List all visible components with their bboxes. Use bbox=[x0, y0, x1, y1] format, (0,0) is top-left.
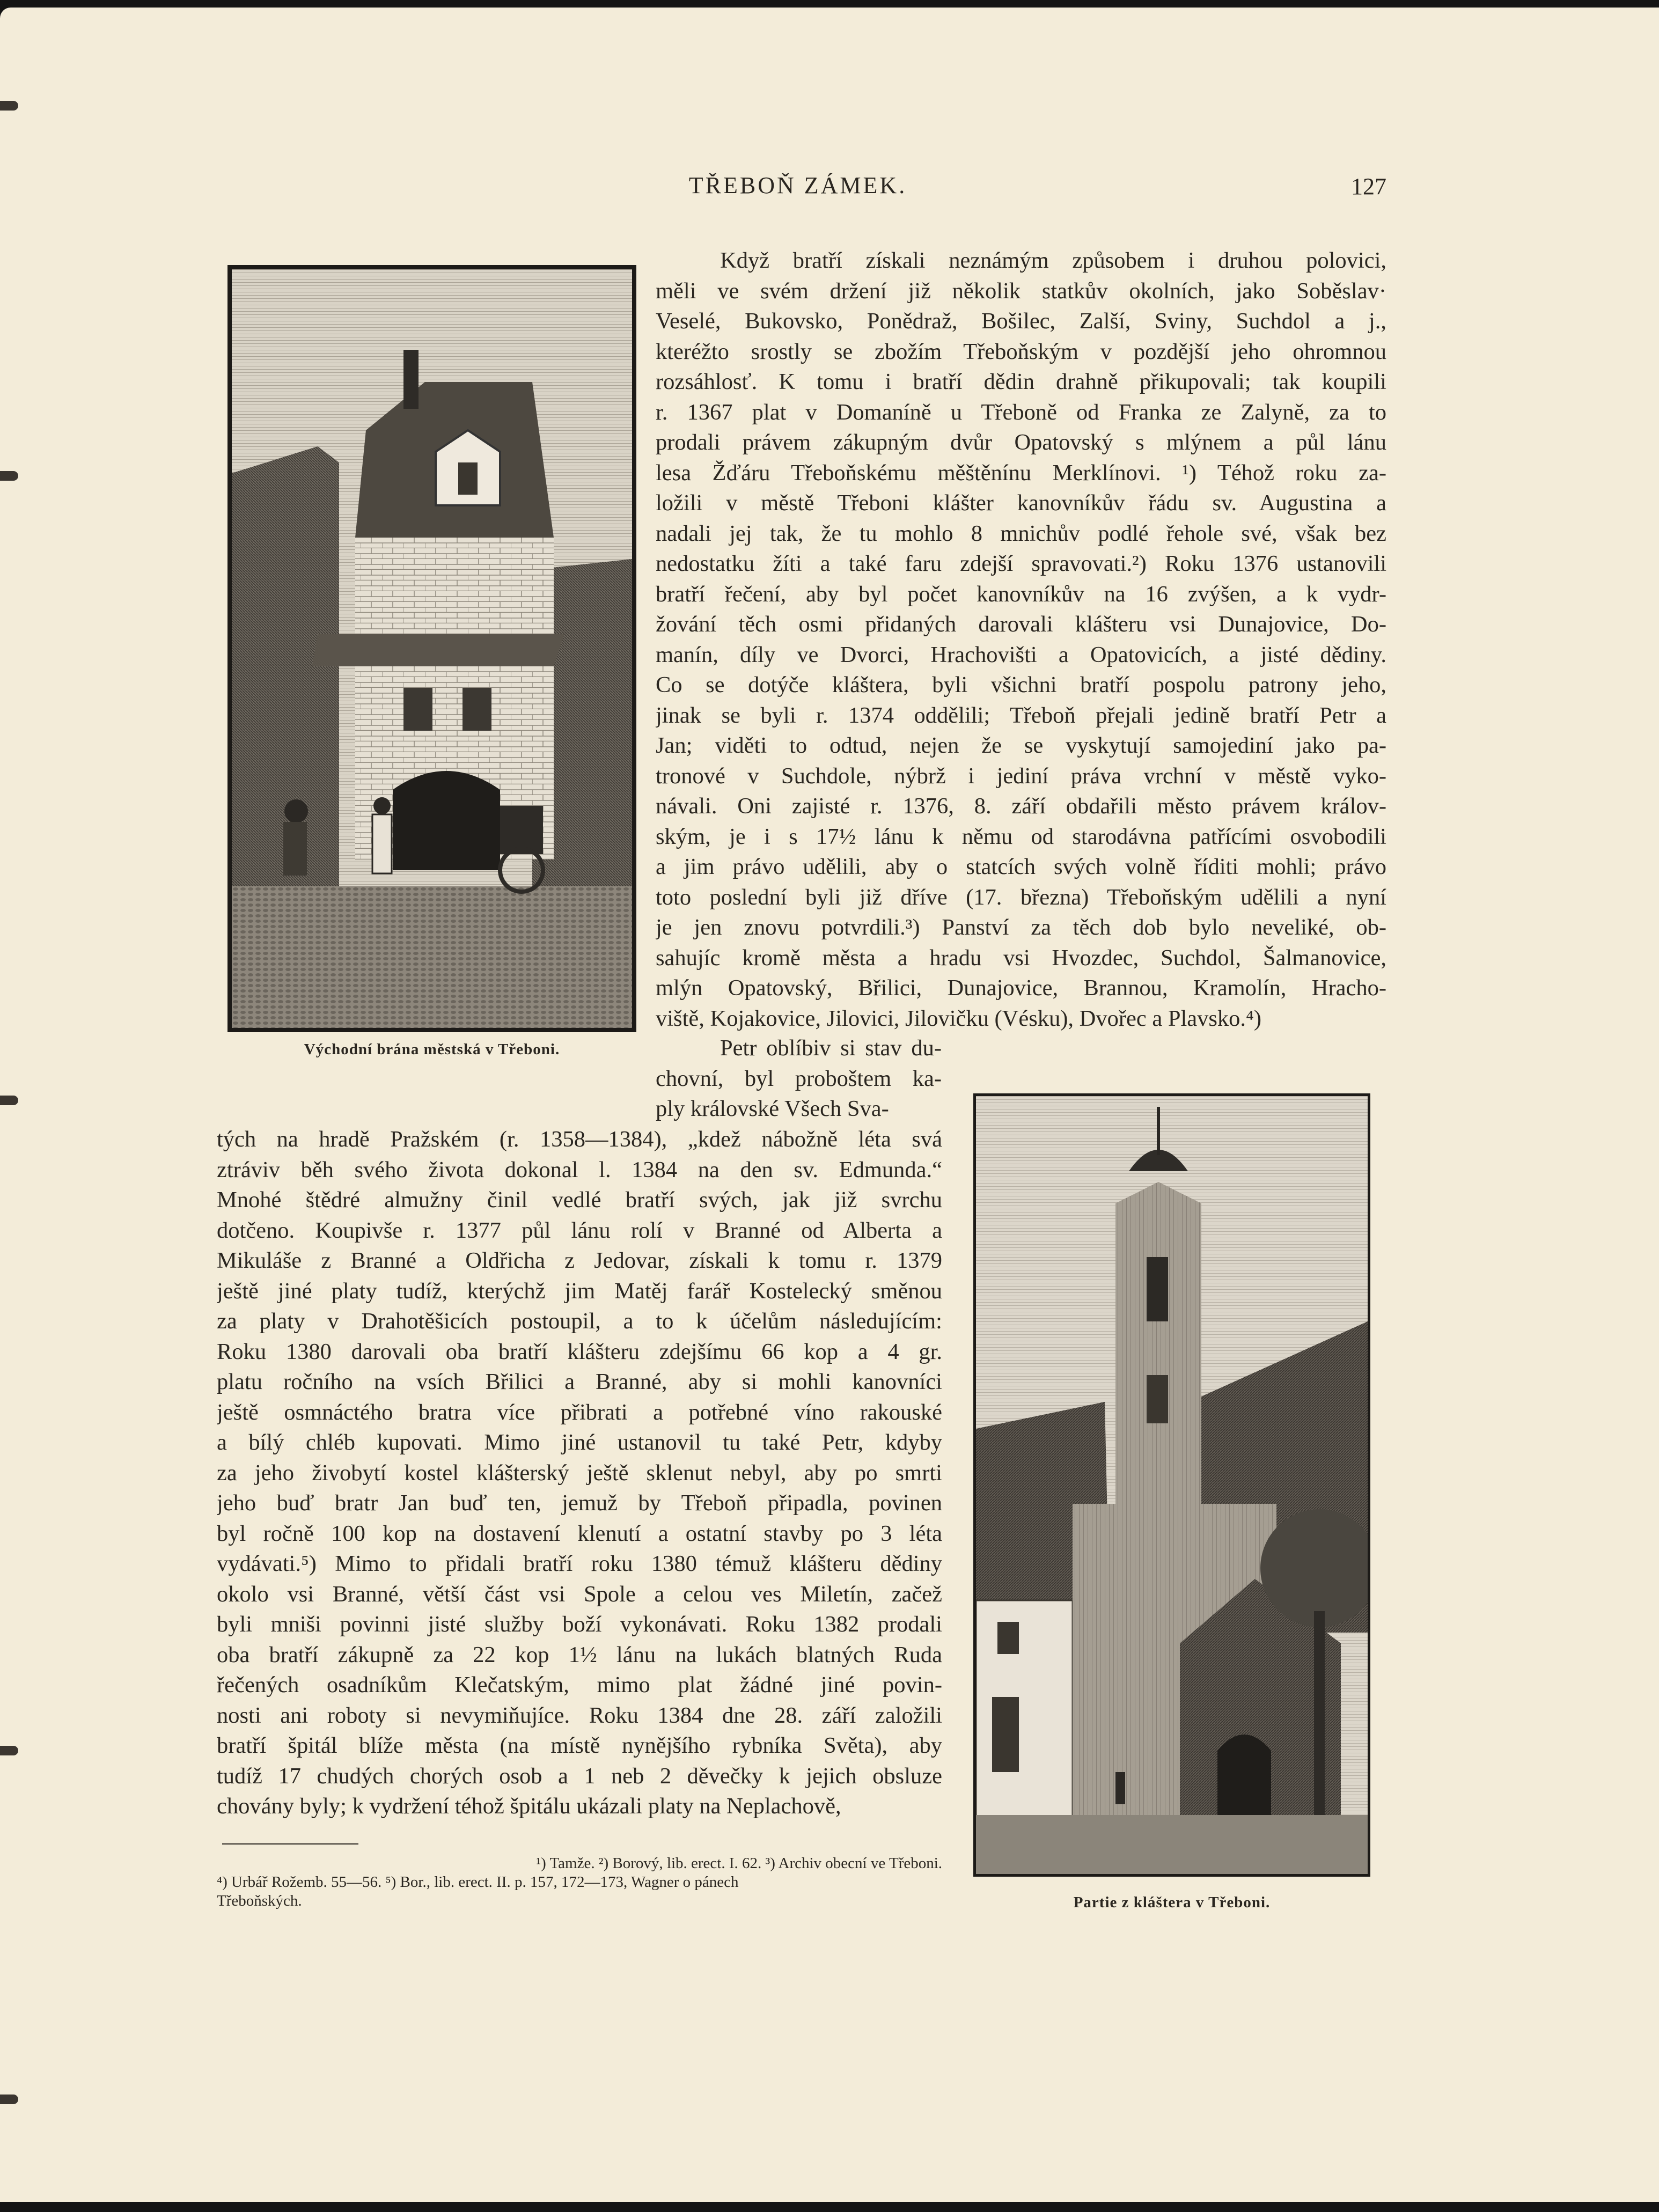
text-line: bratří řečení, aby byl počet kanovníkův na 16 zvýšen, a k vydr- bbox=[656, 581, 1386, 607]
text-line: rozsáhlosť. K tomu i bratří dědin drahně přikupovali; tak koupili bbox=[656, 369, 1386, 394]
text-line: Co se dotýče kláštera, byli všichni bratří pospolu patrony jeho, bbox=[656, 672, 1386, 697]
page-edge-mark bbox=[0, 1096, 18, 1105]
running-head: TŘEBOŇ ZÁMEK. bbox=[688, 172, 907, 199]
text-line: návali. Oni zajisté r. 1376, 8. září obdařili město právem králov- bbox=[656, 793, 1386, 819]
text-line: vydávati.⁵) Mimo to přidali bratří roku 1380 témuž klášteru dědiny bbox=[217, 1551, 942, 1576]
text-line: ještě jiné platy tudíž, kterýchž jim Matěj farář Kostelecký směnou bbox=[217, 1278, 942, 1304]
footnotes bbox=[217, 1854, 942, 1910]
text-line: bratří špitál blíže města (na místě nynějšího rybníka Světa), aby bbox=[217, 1733, 942, 1758]
text-line: ským, je i s 17½ lánu k němu od starodávna patřícími osvobodili bbox=[656, 824, 1386, 849]
text-line: okolo vsi Branné, větší část vsi Spole a celou ves Miletín, začež bbox=[217, 1581, 942, 1607]
text-line: Jan; viděti to odtud, nejen že se vyskytují samojediní jako pa- bbox=[656, 733, 1386, 758]
text-line: a bílý chléb kupovati. Mimo jiné ustanovil tu také Petr, kdyby bbox=[217, 1430, 942, 1455]
monastery-engraving bbox=[973, 1093, 1370, 1877]
text-line: tudíž 17 chudých chorých osob a 1 neb 2 děvečky k jejich obsluze bbox=[217, 1763, 942, 1789]
text-line: tých na hradě Pražském (r. 1358—1384), „kdež nábožně léta svá bbox=[217, 1127, 942, 1152]
text-line: tronové v Suchdole, nýbrž i jediní práva vrchní v městě vyko- bbox=[656, 763, 1386, 789]
text-line: měli ve svém držení již několik statkův okolních, jako Soběslav· bbox=[656, 278, 1386, 304]
page-number: 127 bbox=[1351, 173, 1386, 200]
text-line: platu ročního na vsích Břilici a Branné, aby si mohli kanovníci bbox=[217, 1369, 942, 1394]
text-line: Petr oblíbiv si stav du- bbox=[720, 1035, 942, 1061]
text-line: dotčeno. Koupivše r. 1377 půl lánu rolí v Branné od Alberta a bbox=[217, 1217, 942, 1243]
text-line: ztráviv běh svého života dokonal l. 1384 na den sv. Edmunda.“ bbox=[217, 1157, 942, 1182]
text-line: manín, díly ve Dvorci, Hrachovišti a Opatovicích, a jisté dědiny. bbox=[656, 642, 1386, 667]
text-line: chovány byly; k vydržení téhož špitálu ukázali platy na Neplachově, bbox=[217, 1794, 841, 1819]
text-line: kteréžto srostly se zbožím Třeboňským v pozdější jeho ohromnou bbox=[656, 339, 1386, 364]
main-text-lower bbox=[217, 1125, 942, 1822]
text-line: jinak se byli r. 1374 oddělili; Třeboň přejali jedině bratří Petr a bbox=[656, 702, 1386, 728]
text-line: řečených osadníkům Klečatským, mimo plat žádné jiné povin- bbox=[217, 1672, 942, 1697]
text-line: toto poslední byli již dříve (17. března) Třeboňským udělili a nyní bbox=[656, 884, 1386, 910]
footnote-line: Třeboňských. bbox=[217, 1892, 302, 1909]
main-text-narrow bbox=[656, 1033, 942, 1125]
footnote-line: ⁴) Urbář Rožemb. 55—56. ⁵) Bor., lib. erect. II. p. 157, 172—173, Wagner o pánech bbox=[217, 1873, 739, 1891]
text-line: je jen znovu potvrdili.³) Panství za těch dob bylo nevelіké, ob- bbox=[656, 915, 1386, 940]
text-line: nedostatku žíti a také faru zdejší spravovati.²) Roku 1376 ustanovili bbox=[656, 551, 1386, 576]
main-text-upper bbox=[656, 246, 1386, 1034]
text-line: Mikuláše z Branné a Oldřicha z Jedovar, získali k tomu r. 1379 bbox=[217, 1248, 942, 1273]
text-line: byl ročně 100 kop na dostavení klenutí a ostatní stavby po 3 léta bbox=[217, 1520, 942, 1546]
text-line: viště, Kojakovice, Jilovici, Jilovičku (Vésku), Dvořec a Plavsko.⁴) bbox=[656, 1005, 1262, 1031]
text-line: Když bratří získali neznámým způsobem i druhou polovici, bbox=[720, 248, 1386, 273]
text-line: žování těch osmi přidaných darovali klášteru vsi Dunajovice, Do- bbox=[656, 612, 1386, 637]
town-gate-engraving bbox=[227, 265, 636, 1032]
footnote-line: ¹) Tamže. ²) Borový, lib. erect. I. 62. ³) Archiv obecní ve Třeboni. bbox=[536, 1855, 942, 1872]
text-line: Roku 1380 darovali oba bratří klášteru zdejšímu 66 kop a 4 gr. bbox=[217, 1339, 942, 1364]
text-line: oba bratří zákupně za 22 kop 1½ lánu na lukách blatných Ruda bbox=[217, 1642, 942, 1667]
page-edge-mark bbox=[0, 2095, 18, 2104]
text-line: a jim právo udělili, aby o statcích svých volně říditi mohli; právo bbox=[656, 854, 1386, 879]
text-line: jeho buď bratr Jan buď ten, jemuž by Třeboň připadla, povinen bbox=[217, 1490, 942, 1516]
text-line: nadali jej tak, že tu mohlo 8 mnichův podlé řehole své, však bez bbox=[656, 520, 1386, 546]
text-line: ply královské Všech Sva- bbox=[656, 1096, 889, 1121]
footnote-divider bbox=[222, 1843, 358, 1844]
page-edge-mark bbox=[0, 101, 18, 111]
text-line: chovní, byl proboštem ka- bbox=[656, 1065, 942, 1091]
text-line: Mnohé štědré almužny činil vedlé bratří svých, jak již svrchu bbox=[217, 1187, 942, 1212]
gate-figure-caption: Východní brána městská v Třeboni. bbox=[304, 1041, 560, 1058]
text-line: ještě osmnáctého bratra více přibrati a potřebné víno rakouské bbox=[217, 1399, 942, 1425]
text-line: za jeho živobytí kostel klášterský ještě sklenut nebyl, aby po smrti bbox=[217, 1460, 942, 1486]
page-edge-mark bbox=[0, 471, 18, 481]
text-line: ložili v městě Třeboni klášter kanovníkův řádu sv. Augustina a bbox=[656, 490, 1386, 516]
text-line: prodali právem zákupným dvůr Opatovský s mlýnem a půl lánu bbox=[656, 430, 1386, 455]
text-line: za platy v Drahotěšicích postoupil, a to k účelům následujícím: bbox=[217, 1309, 942, 1334]
text-line: sahujíc kromě města a hradu vsi Hvozdec, Suchdol, Šalmanovice, bbox=[656, 945, 1386, 971]
text-line: lesa Žďáru Třeboňskému měštěnínu Merklínovi. ¹) Téhož roku za- bbox=[656, 460, 1386, 486]
page-edge-mark bbox=[0, 1746, 18, 1755]
text-line: nosti ani roboty si nevymiňujíce. Roku 1384 dne 28. září založili bbox=[217, 1702, 942, 1728]
monastery-figure-caption: Partie z kláštera v Třeboni. bbox=[1073, 1894, 1271, 1911]
text-line: byli mniši povinni jisté služby boží vykonávati. Roku 1382 prodali bbox=[217, 1612, 942, 1637]
text-line: mlýn Opatovský, Břilici, Dunajovice, Brannou, Kramolín, Hracho- bbox=[656, 975, 1386, 1001]
text-line: r. 1367 plat v Domaníně u Třeboně od Franka ze Zalyně, za to bbox=[656, 399, 1386, 425]
text-line: Veselé, Bukovsko, Ponědraž, Bošilec, Zalší, Sviny, Suchdol a j., bbox=[656, 308, 1386, 334]
